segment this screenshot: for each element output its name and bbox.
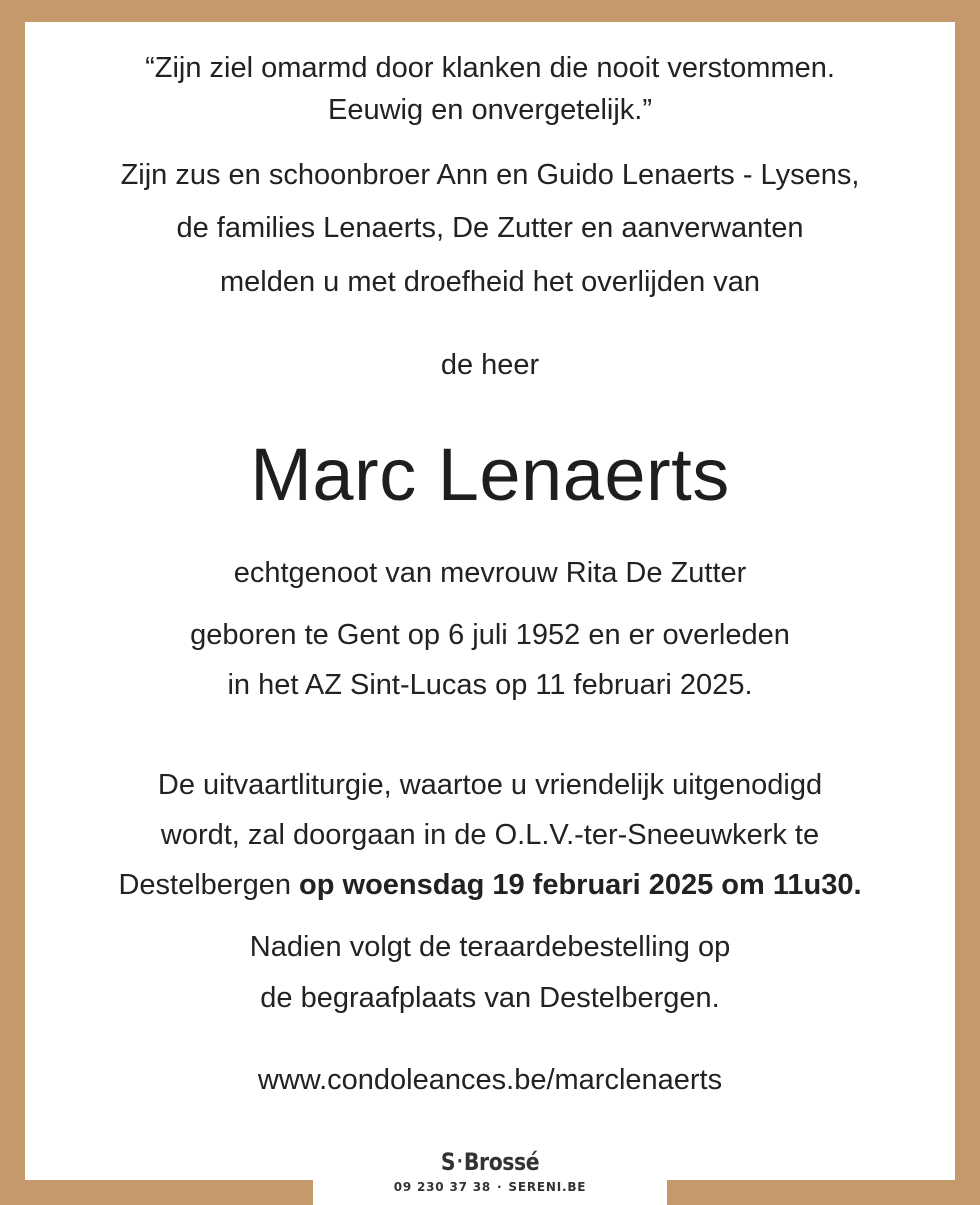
ceremony-op: op [299,869,343,901]
contact-separator: · [497,1180,503,1194]
family-line-3: melden u met droefheid het overlijden van [219,266,761,298]
ceremony-line-3 [0,869,980,902]
family-line-2: de families Lenaerts, De Zutter en aanverwanten [176,212,804,244]
ceremony-line-1: De uitvaartliturgie, waartoe u vriendelijk uitgenodigd [157,769,823,801]
spouse-line: echtgenoot van mevrouw Rita De Zutter [233,557,747,589]
logo-dot: · [456,1151,463,1172]
contact-phone: 09 230 37 38 [393,1180,492,1194]
burial-line-2: de begraafplaats van Destelbergen. [260,982,720,1014]
birth-line-2: in het AZ Sint-Lucas op 11 februari 2025. [227,669,753,701]
condolence-url[interactable]: www.condoleances.be/marclenaerts [257,1064,723,1096]
family-line-1: Zijn zus en schoonbroer Ann en Guido Lenaerts - Lysens, [120,159,860,191]
logo-part-1: S [440,1148,456,1176]
ceremony-date: woensdag 19 februari 2025 om 11u30. [342,869,862,901]
contact-website[interactable]: SERENI.BE [508,1180,587,1194]
funeral-home-contact [0,1180,980,1194]
ceremony-line-2: wordt, zal doorgaan in de O.L.V.-ter-Sneeuwkerk te [160,819,820,851]
salutation: de heer [440,349,540,381]
deceased-name: Marc Lenaerts [250,433,730,516]
funeral-home-logo [74,1148,907,1176]
logo-part-2: Brossé [463,1148,540,1176]
quote-line-2: Eeuwig en onvergetelijk.” [327,94,652,126]
birth-line-1: geboren te Gent op 6 juli 1952 en er overleden [190,619,790,651]
ceremony-place: Destelbergen [118,869,300,901]
quote-line-1: “Zijn ziel omarmd door klanken die nooit verstommen. [145,52,835,84]
burial-line-1: Nadien volgt de teraardebestelling op [249,931,731,963]
